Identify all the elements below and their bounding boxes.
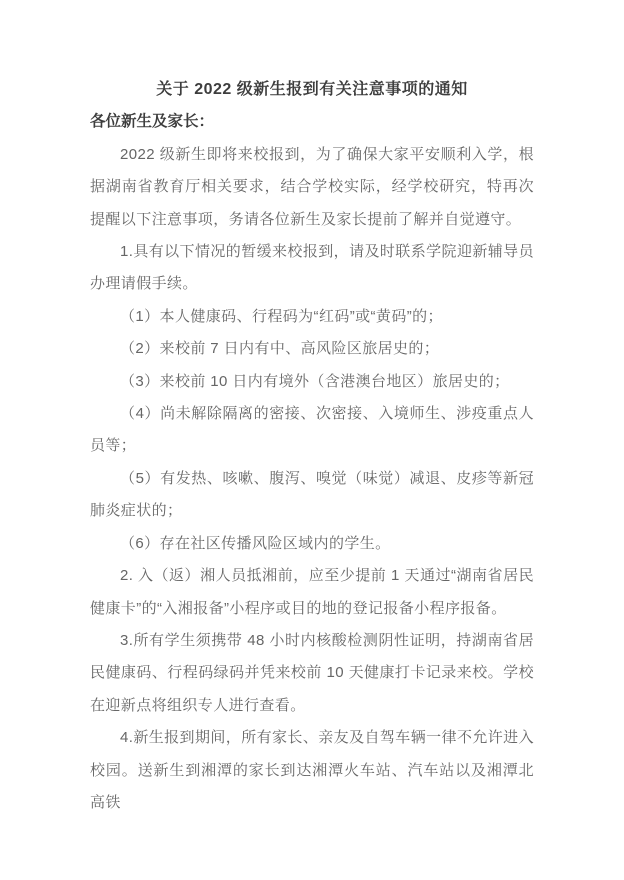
item-1-sub-5: （5）有发热、咳嗽、腹泻、嗅觉（味觉）减退、皮疹等新冠肺炎症状的；: [90, 469, 534, 520]
item-1: 1.具有以下情况的暂缓来校报到，请及时联系学院迎新辅导员办理请假手续。: [90, 243, 534, 293]
item-1-sub-2: （2）来校前 7 日内有中、高风险区旅居史的；: [120, 340, 440, 358]
item-1-sub-6: （6）存在社区传播风险区域内的学生。: [120, 534, 391, 552]
item-1-sub-1: （1）本人健康码、行程码为“红码”或“黄码”的；: [120, 307, 443, 325]
salutation: 各位新生及家长：: [90, 113, 215, 131]
item-1-sub-3: （3）来校前 10 日内有境外（含港澳台地区）旅居史的；: [120, 372, 510, 390]
intro-paragraph: 2022 级新生即将来校报到，为了确保大家平安顺利入学，根据湖南省教育厅相关要求，结合学校实际，经学校研究，特再次提醒以下注意事项，务请各位新生及家长提前了解并自觉遵守。: [90, 145, 534, 228]
item-1-sub-4: （4）尚未解除隔离的密接、次密接、入境师生、涉疫重点人员等；: [90, 405, 534, 455]
item-3: 3.所有学生须携带 48 小时内核酸检测阴性证明，持湖南省居民健康码、行程码绿码并凭来校前 10 天健康打卡记录来校。学校在迎新点将组织专人进行查看。: [90, 631, 534, 714]
document-title: 关于 2022 级新生报到有关注意事项的通知: [156, 81, 468, 98]
item-2: 2. 入（返）湘人员抵湘前，应至少提前 1 天通过“湖南省居民健康卡”的“入湘报备”小程序或目的地的登记报备小程序报备。: [90, 567, 534, 617]
item-4: 4.新生报到期间，所有家长、亲友及自驾车辆一律不允许进入校园。送新生到湘潭的家长到达湘潭火车站、汽车站以及湘潭北高铁: [90, 729, 534, 811]
